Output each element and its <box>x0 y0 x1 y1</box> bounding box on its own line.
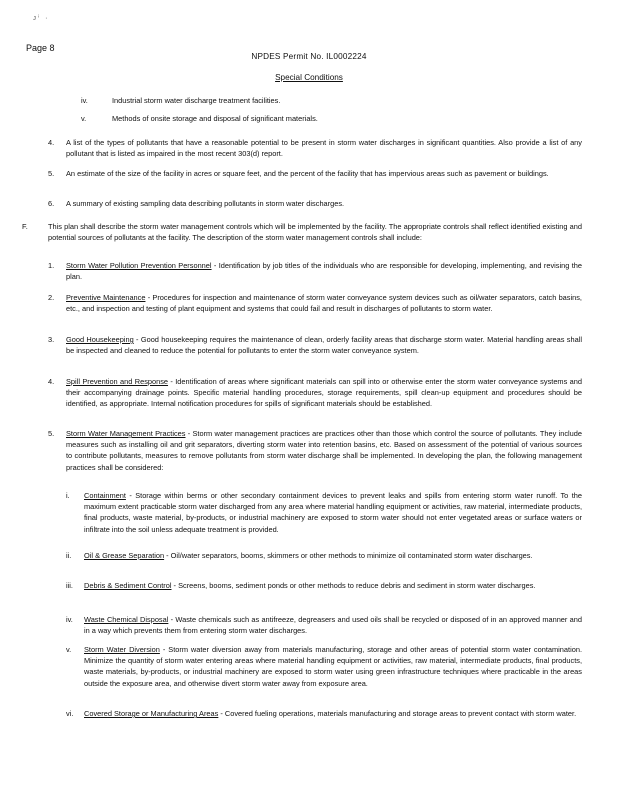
list-item <box>84 580 582 591</box>
list-item <box>84 550 582 561</box>
item-title: Spill Prevention and Response <box>66 377 169 386</box>
list-number: 4. <box>48 138 55 147</box>
item-text: - Identification by job titles of the individuals who are responsible for developing, implementing, and revising the plan. <box>66 261 582 282</box>
list-number: i. <box>66 491 70 500</box>
list-item <box>66 292 582 314</box>
list-item: Industrial storm water discharge treatment facilities. <box>112 96 281 105</box>
list-item <box>84 708 582 719</box>
item-title: Good Housekeeping <box>66 335 134 344</box>
section-letter: F. <box>22 222 28 231</box>
item-title: Waste Chemical Disposal <box>84 615 169 624</box>
item-text: - Procedures for inspection and maintenance of storm water conveyance system devices such as oil/water separators, catch basins, etc., and inspection and testing of plant equipment and systems that could fail and result in discharges of pollutants to storm water. <box>66 293 582 314</box>
list-number: vi. <box>66 709 74 718</box>
list-number: 1. <box>48 261 55 270</box>
item-text: - Covered fueling operations, materials manufacturing and storage areas to prevent contact with storm water. <box>218 709 577 718</box>
list-item <box>66 376 582 410</box>
item-title: Containment <box>84 491 126 500</box>
list-number: v. <box>66 645 72 654</box>
list-item <box>66 334 582 356</box>
section-paragraph: This plan shall describe the storm water management controls which will be implemented by the facility. The appropriate controls shall reflect identified existing and potential sources of pollutants at the facility. The description of the storm water management controls shall include: <box>48 222 582 243</box>
list-item <box>66 260 582 282</box>
item-text: - Waste chemicals such as antifreeze, degreasers and used oils shall be recycled or disposed of in an approved manner and in a way which prevents them from entering storm water discharges. <box>84 615 582 636</box>
item-text: - Screens, booms, sediment ponds or other methods to reduce debris and sediment in storm water discharges. <box>171 581 536 590</box>
list-number: 5. <box>48 429 55 438</box>
page-number: Page 8 <box>26 43 55 53</box>
list-item <box>84 614 582 636</box>
list-item: A summary of existing sampling data describing pollutants in storm water discharges. <box>66 199 345 208</box>
item-title: Storm Water Management Practices <box>66 429 186 438</box>
item-title: Storm Water Diversion <box>84 645 160 654</box>
list-item <box>66 428 582 473</box>
item-text: - Oil/water separators, booms, skimmers or other methods to minimize oil contaminated storm water discharges. <box>164 551 533 560</box>
list-number: 4. <box>48 377 55 386</box>
list-item <box>84 490 582 535</box>
list-number: 3. <box>48 335 55 344</box>
list-number: iv. <box>66 615 73 624</box>
list-number: iii. <box>66 581 73 590</box>
section-title: Special Conditions <box>275 73 343 82</box>
item-title: Oil & Grease Separation <box>84 551 165 560</box>
list-number: iv. <box>81 96 88 105</box>
item-title: Storm Water Pollution Prevention Personnel <box>66 261 212 270</box>
item-text: - Storm water management practices are practices other than those which control the source of pollutants. They include measures such as installing oil and grit separators, diverting storm water into retention basins, etc. Based on assessment of the potential of various sources to contribute pollutants, measures to remove pollutants from storm water discharge shall be implemented. In developing the plan, the following management practices shall be considered: <box>66 429 582 472</box>
list-item <box>84 644 582 689</box>
list-number: ii. <box>66 551 72 560</box>
list-number: 6. <box>48 199 55 208</box>
list-number: 2. <box>48 293 55 302</box>
list-number: 5. <box>48 169 55 178</box>
list-item: A list of the types of pollutants that have a reasonable potential to be present in storm water discharges in significant quantities. Also provide a list of any pollutant that is listed as impaired in the most recent 303(d) report. <box>66 138 582 159</box>
item-text: - Identification of areas where significant materials can spill into or otherwise enter the storm water conveyance systems and their accompanying drainage points. Specific material handling procedures, storage requirements, spill clean-up equipment and procedures should be identified, as appropriate. Internal notification procedures for spills of significant materials should be established. <box>66 377 582 409</box>
list-item: Methods of onsite storage and disposal of significant materials. <box>112 114 318 123</box>
item-text: - Storm water diversion away from materials manufacturing, storage and other areas of potential storm water contamination. Minimize the quantity of storm water entering areas where material handling equipment or activities, raw material, intermediate products, final products, waste materials, by-products, or industrial machinery are exposed to storm water using green infrastructure techniques where practicable in the areas outside the exposure area, and otherwise divert storm water away from exposure area. <box>84 645 582 688</box>
item-title: Debris & Sediment Control <box>84 581 172 590</box>
item-title: Preventive Maintenance <box>66 293 146 302</box>
corner-mark: ᴊⁱ · <box>33 15 50 22</box>
list-item: An estimate of the size of the facility in acres or square feet, and the percent of the facility that has impervious areas such as pavement or buildings. <box>66 169 549 178</box>
item-text: - Good housekeeping requires the maintenance of clean, orderly facility areas that discharge storm water. Material handling areas shall be inspected and cleaned to reduce the potential for pollutants to enter the storm water conveyance system. <box>66 335 583 356</box>
permit-number: NPDES Permit No. IL0002224 <box>251 52 367 61</box>
list-number: v. <box>81 114 87 123</box>
item-title: Covered Storage or Manufacturing Areas <box>84 709 219 718</box>
item-text: - Storage within berms or other secondary containment devices to prevent leaks and spills from entering storm water runoff. To the maximum extent practicable storm water discharged from any area where material handling equipment or activities, raw material, intermediate products, final products, waste material, by-products, or industrial machinery are exposed to storm water should not enter vegetated areas or surface waters or infiltrate into the soil unless adequate treatment is provided. <box>84 491 582 534</box>
